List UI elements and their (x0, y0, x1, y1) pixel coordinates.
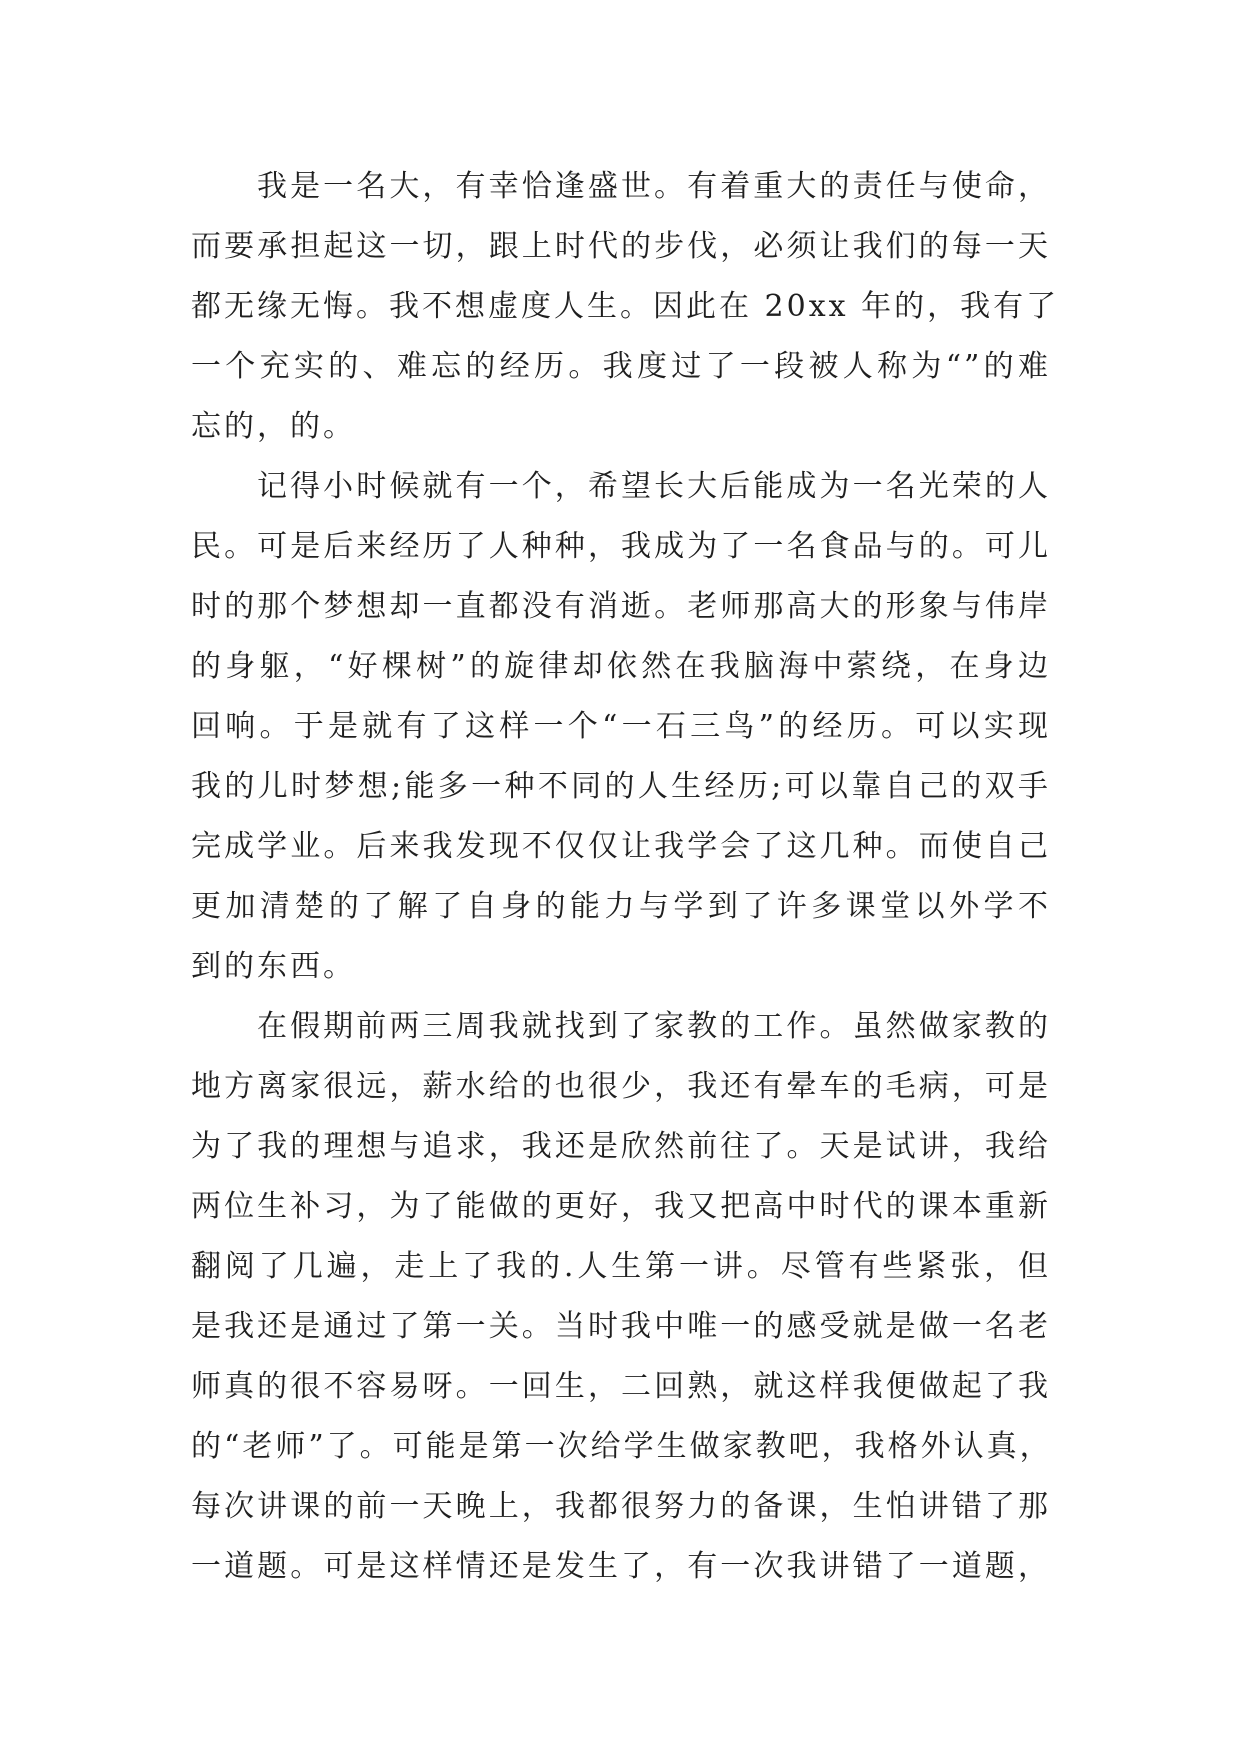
paragraph-2-line-7: 完成学业。后来我发现不仅仅让我学会了这几种。而使自己 (191, 829, 1051, 864)
paragraph-1-line-5: 忘的，的。 (191, 409, 356, 444)
paragraph-1-line-4: 一个充实的、难忘的经历。我度过了一段被人称为“”的难 (191, 349, 1051, 384)
paragraph-3 (191, 997, 1051, 1597)
paragraph-3-line-9: 每次讲课的前一天晚上，我都很努力的备课，生怕讲错了那 (191, 1489, 1051, 1524)
paragraph-2 (191, 457, 1051, 997)
paragraph-2-line-1: 记得小时候就有一个，希望长大后能成为一名光荣的人 (257, 469, 1051, 504)
paragraph-1-line-2: 而要承担起这一切，跟上时代的步伐，必须让我们的每一天 (191, 229, 1051, 264)
paragraph-2-line-8: 更加清楚的了解了自身的能力与学到了许多课堂以外学不 (191, 889, 1051, 924)
paragraph-3-line-1: 在假期前两三周我就找到了家教的工作。虽然做家教的 (257, 1009, 1051, 1044)
paragraph-1 (191, 157, 1060, 457)
paragraph-3-line-6: 是我还是通过了第一关。当时我中唯一的感受就是做一名老 (191, 1309, 1051, 1344)
paragraph-1-line-1: 我是一名大，有幸恰逢盛世。有着重大的责任与使命， (257, 169, 1051, 204)
paragraph-3-line-4: 两位生补习，为了能做的更好，我又把高中时代的课本重新 (191, 1189, 1051, 1224)
paragraph-3-line-10: 一道题。可是这样情还是发生了，有一次我讲错了一道题， (191, 1549, 1051, 1584)
paragraph-3-line-7: 师真的很不容易呀。一回生，二回熟，就这样我便做起了我 (191, 1369, 1051, 1404)
paragraph-2-line-2: 民。可是后来经历了人种种，我成为了一名食品与的。可儿 (191, 529, 1051, 564)
paragraph-3-line-8: 的“老师”了。可能是第一次给学生做家教吧，我格外认真， (191, 1429, 1053, 1464)
paragraph-2-line-4: 的身躯，“好棵树”的旋律却依然在我脑海中萦绕，在身边 (191, 649, 1051, 684)
body-text (191, 157, 1060, 1597)
paragraph-2-line-3: 时的那个梦想却一直都没有消逝。老师那高大的形象与伟岸 (191, 589, 1051, 624)
paragraph-1-line-3: 都无缘无悔。我不想虚度人生。因此在 20xx 年的，我有了 (191, 289, 1060, 324)
paragraph-2-line-5: 回响。于是就有了这样一个“一石三鸟”的经历。可以实现 (191, 709, 1051, 744)
paragraph-3-line-3: 为了我的理想与追求，我还是欣然前往了。天是试讲，我给 (191, 1129, 1051, 1164)
paragraph-3-line-5: 翻阅了几遍，走上了我的.人生第一讲。尽管有些紧张，但 (191, 1249, 1051, 1284)
paragraph-2-line-6: 我的儿时梦想;能多一种不同的人生经历;可以靠自己的双手 (191, 769, 1051, 804)
paragraph-3-line-2: 地方离家很远，薪水给的也很少，我还有晕车的毛病，可是 (191, 1069, 1051, 1104)
paragraph-2-line-9: 到的东西。 (191, 949, 356, 984)
